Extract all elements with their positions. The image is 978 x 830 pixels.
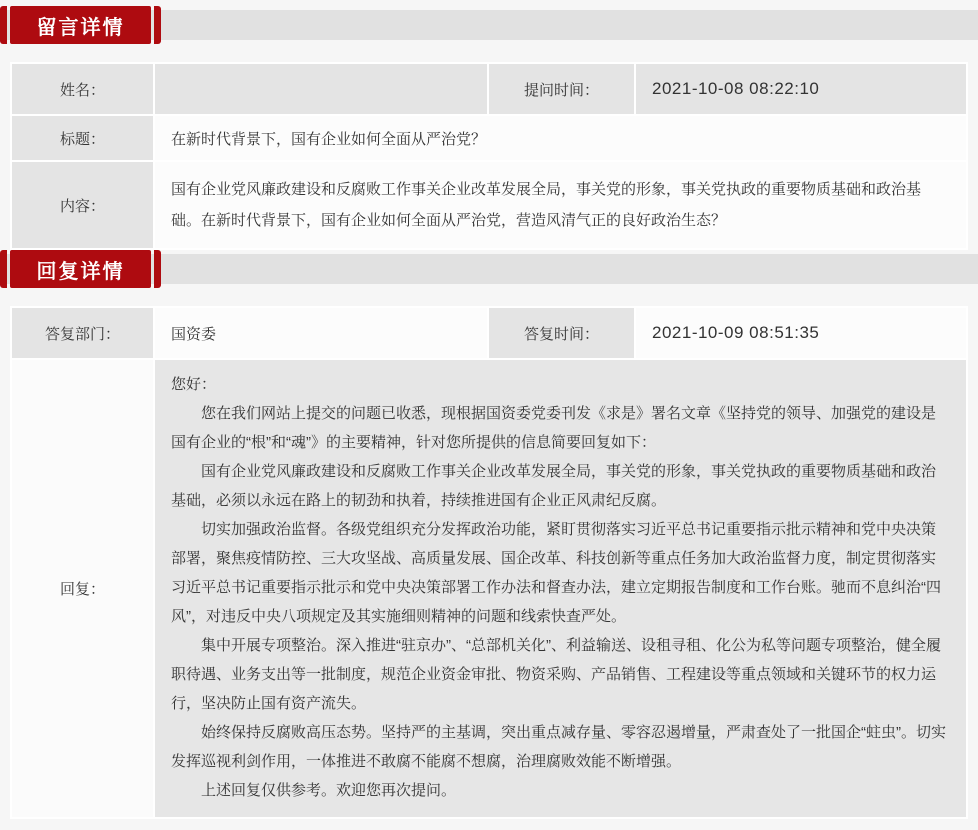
dept-value: 国资委 [155,308,487,358]
content-value: 国有企业党风廉政建设和反腐败工作事关企业改革发展全局，事关党的形象，事关党执政的重要物质基础和政治基础。在新时代背景下，国有企业如何全面从严治党，营造风清气正的良好政治生态？ [155,162,966,248]
reply-paragraph: 集中开展专项整治。深入推进“驻京办”、“总部机关化”、利益输送、设租寻租、化公为私等问题专项整治，健全履职待遇、业务支出等一批制度，规范企业资金审批、物资采购、产品销售、工程建设等重点领域和关键环节的权力运行，坚决防止国有资产流失。 [171,637,941,712]
title-value: 在新时代背景下，国有企业如何全面从严治党？ [155,116,966,160]
reply-paragraph: 上述回复仅供参考。欢迎您再次提问。 [201,782,457,799]
reply-detail-badge [0,250,161,288]
badge-accent-bar-left [0,6,7,44]
ask-time-value: 2021-10-08 08:22:10 [636,64,966,114]
reply-detail-title: 回复详情 [10,250,151,288]
page-bottom-spacer [0,819,978,829]
ask-time-label: 提问时间： [489,64,634,114]
message-detail-title: 留言详情 [10,6,151,44]
reply-detail-table [10,306,968,819]
message-detail-header [0,6,978,46]
reply-paragraph: 切实加强政治监督。各级党组织充分发挥政治功能，紧盯贯彻落实习近平总书记重要指示批示精神和党中央决策部署，聚焦疫情防控、三大攻坚战、高质量发展、国企改革、科技创新等重点任务加大政治监督力度，制定贯彻落实习近平总书记重要指示批示和党中央决策部署工作办法和督查办法，建立定期报告制度和工作台账。驰而不息纠治“四风”，对违反中央八项规定及其实施细则精神的问题和线索快查严处。 [171,521,942,625]
badge-accent-bar-right [154,6,161,44]
table-row [12,162,966,248]
reply-paragraph: 始终保持反腐败高压态势。坚持严的主基调，突出重点减存量、零容忍遏增量，严肃查处了一批国企“蛀虫”。切实发挥巡视利剑作用，一体推进不敢腐不能腐不想腐，治理腐败效能不断增强。 [171,724,946,770]
message-detail-table [10,62,968,250]
reply-body [155,360,966,817]
reply-paragraph: 您好： [171,376,217,393]
reply-detail-header [0,250,978,290]
message-detail-badge [0,6,161,44]
content-label: 内容： [12,162,153,248]
title-label: 标题： [12,116,153,160]
table-row [12,308,966,358]
badge-accent-bar-right [154,250,161,288]
reply-paragraph: 您在我们网站上提交的问题已收悉，现根据国资委党委刊发《求是》署名文章《坚持党的领导、加强党的建设是国有企业的“根”和“魂”》的主要精神，针对您所提供的信息简要回复如下： [171,405,937,451]
table-row [12,64,966,114]
reply-time-value: 2021-10-09 08:51:35 [636,308,966,358]
reply-paragraph: 国有企业党风廉政建设和反腐败工作事关企业改革发展全局，事关党的形象，事关党执政的重要物质基础和政治基础，必须以永远在路上的韧劲和执着，持续推进国有企业正风肃纪反腐。 [171,463,937,509]
reply-label: 回复： [12,360,153,817]
dept-label: 答复部门： [12,308,153,358]
table-row [12,116,966,160]
reply-time-label: 答复时间： [489,308,634,358]
table-row [12,360,966,817]
name-value [155,64,487,114]
badge-accent-bar-left [0,250,7,288]
name-label: 姓名： [12,64,153,114]
